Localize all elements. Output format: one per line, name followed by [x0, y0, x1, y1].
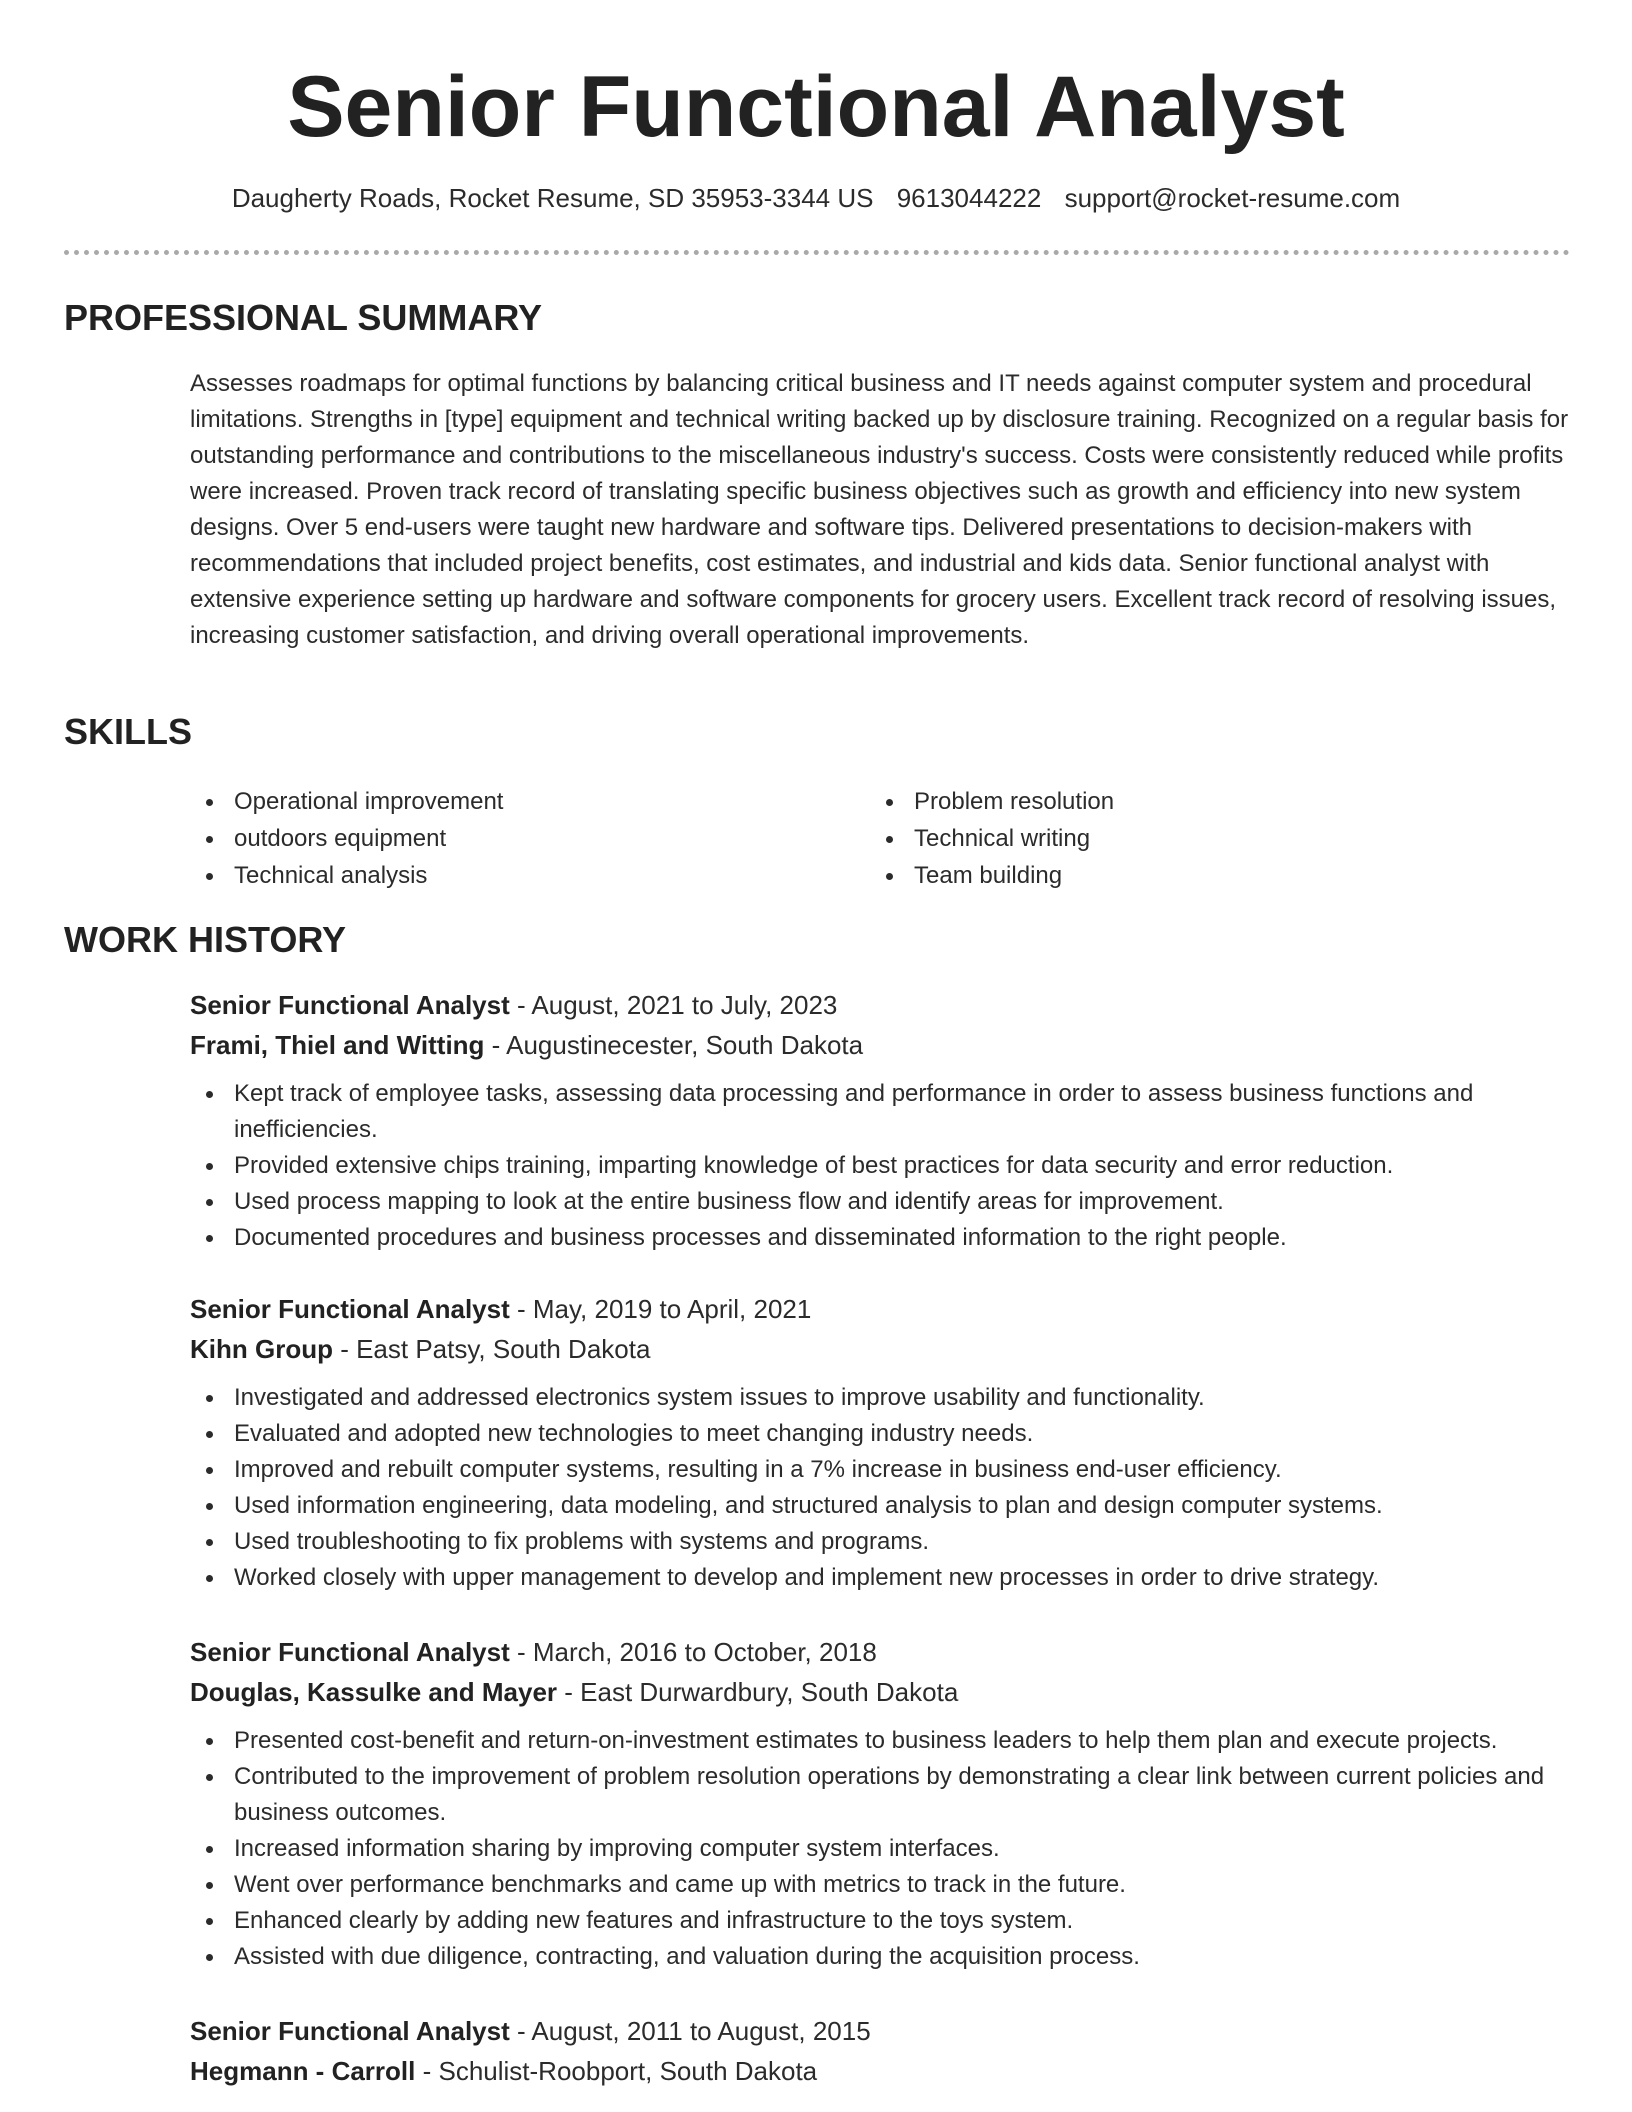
skills-heading: SKILLS [64, 711, 193, 752]
job-title: Senior Functional Analyst [190, 1637, 510, 1667]
job-title: Senior Functional Analyst [190, 1294, 510, 1324]
duty-item: Improved and rebuilt computer systems, resulting in a 7% increase in business end-user efficiency. [190, 1452, 1570, 1488]
job-company-line [190, 1673, 1570, 1711]
duty-item: Evaluated and adopted new technologies to meet changing industry needs. [190, 1416, 1570, 1452]
job-title-line [190, 986, 1570, 1024]
resume-name: Senior Functional Analyst [287, 59, 1345, 155]
duty-item: Documented procedures and business processes and disseminated information to the right people. [190, 1220, 1570, 1256]
skill-item: outdoors equipment [190, 821, 870, 858]
contact-phone: 9613044222 [896, 183, 1042, 213]
duty-item: Increased information sharing by improving computer system interfaces. [190, 1831, 1570, 1867]
job-company: Douglas, Kassulke and Mayer [190, 1677, 558, 1707]
duty-item: Used information engineering, data modeling, and structured analysis to plan and design computer systems. [190, 1488, 1570, 1524]
duty-item: Enhanced clearly by adding new features and infrastructure to the toys system. [190, 1903, 1570, 1939]
contact-email: support@rocket-resume.com [1064, 183, 1401, 213]
job-company: Hegmann - Carroll [190, 2056, 416, 2086]
job-dates: - March, 2016 to October, 2018 [509, 1637, 877, 1667]
duty-item: Provided extensive chips training, imparting knowledge of best practices for data security and error reduction. [190, 1148, 1570, 1184]
contact-line [0, 180, 1632, 216]
duty-item: Used troubleshooting to fix problems with systems and programs. [190, 1524, 1570, 1560]
job-title-line [190, 2012, 1570, 2050]
summary-heading: PROFESSIONAL SUMMARY [64, 297, 543, 338]
skill-item: Technical analysis [190, 858, 870, 895]
job-entry [190, 1290, 1570, 1596]
job-location: - Schulist-Roobport, South Dakota [415, 2056, 818, 2086]
job-entry [190, 2012, 1570, 2090]
job-dates: - August, 2011 to August, 2015 [509, 2016, 871, 2046]
job-dates: - August, 2021 to July, 2023 [509, 990, 838, 1020]
job-title: Senior Functional Analyst [190, 2016, 510, 2046]
job-dates: - May, 2019 to April, 2021 [509, 1294, 812, 1324]
job-duties [190, 1076, 1570, 1256]
duty-item: Used process mapping to look at the entire business flow and identify areas for improvement. [190, 1184, 1570, 1220]
duty-item: Went over performance benchmarks and came up with metrics to track in the future. [190, 1867, 1570, 1903]
header-divider [64, 250, 1570, 255]
duty-item: Presented cost-benefit and return-on-investment estimates to business leaders to help them plan and execute projects. [190, 1723, 1570, 1759]
job-company-line [190, 1330, 1570, 1368]
work-history-heading: WORK HISTORY [64, 919, 347, 960]
summary-text: Assesses roadmaps for optimal functions by balancing critical business and IT needs against computer system and procedural limitations. Strengths in [type] equipment and technical writing backed up by disclosure training. Recognized on a regular basis for outstanding performance and contributions to the miscellaneous industry's success. Costs were consistently reduced while profits were increased. Proven track record of translating specific business objectives such as growth and efficiency into new system designs. Over 5 end-users were taught new hardware and software tips. Delivered presentations to decision-makers with recommendations that included project benefits, cost estimates, and industrial and kids data. Senior functional analyst with extensive experience setting up hardware and software components for grocery users. Excellent track record of resolving issues, increasing customer satisfaction, and driving overall operational improvements. [190, 370, 1569, 649]
job-duties [190, 1380, 1570, 1596]
duty-item: Assisted with due diligence, contracting, and valuation during the acquisition process. [190, 1939, 1570, 1975]
job-title-line [190, 1290, 1570, 1328]
skills-list [190, 784, 1570, 895]
job-location: - East Durwardbury, South Dakota [557, 1677, 959, 1707]
job-title: Senior Functional Analyst [190, 990, 510, 1020]
job-company: Frami, Thiel and Witting [190, 1030, 485, 1060]
skill-item: Operational improvement [190, 784, 870, 821]
duty-item: Worked closely with upper management to develop and implement new processes in order to drive strategy. [190, 1560, 1570, 1596]
skill-item: Technical writing [870, 821, 1550, 858]
job-location: - Augustinecester, South Dakota [484, 1030, 864, 1060]
skill-item: Problem resolution [870, 784, 1550, 821]
job-company-line [190, 2052, 1570, 2090]
job-company-line [190, 1026, 1570, 1064]
job-entry [190, 986, 1570, 1256]
duty-item: Kept track of employee tasks, assessing data processing and performance in order to assess business functions and inefficiencies. [190, 1076, 1570, 1148]
skill-item: Team building [870, 858, 1550, 895]
job-entry [190, 1633, 1570, 1975]
duty-item: Investigated and addressed electronics system issues to improve usability and functionality. [190, 1380, 1570, 1416]
duty-item: Contributed to the improvement of problem resolution operations by demonstrating a clear link between current policies and business outcomes. [190, 1759, 1570, 1831]
contact-address: Daugherty Roads, Rocket Resume, SD 35953-3344 US [231, 183, 874, 213]
job-title-line [190, 1633, 1570, 1671]
job-duties [190, 1723, 1570, 1975]
job-location: - East Patsy, South Dakota [332, 1334, 651, 1364]
job-company: Kihn Group [190, 1334, 333, 1364]
